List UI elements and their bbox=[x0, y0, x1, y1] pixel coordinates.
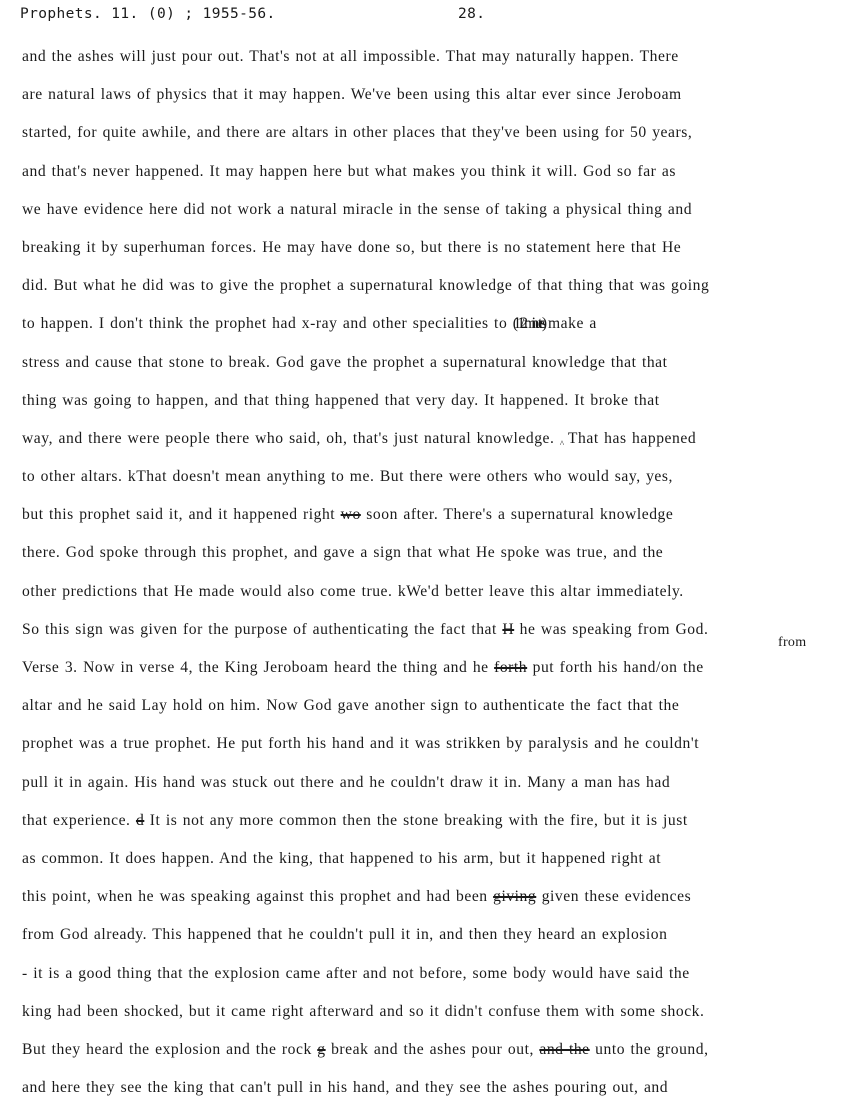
text-line-1 bbox=[22, 38, 844, 76]
line-text: other predictions that He made would also come true. kWe'd better leave this altar immediately. bbox=[22, 582, 684, 600]
struck-text: g bbox=[317, 1040, 326, 1058]
line-text: we have evidence here did not work a natural miracle in the sense of taking a physical thing and bbox=[22, 200, 693, 218]
struck-text: wo bbox=[340, 506, 361, 524]
line-text: he was speaking from God. bbox=[514, 620, 709, 638]
line-text: there. God spoke through this prophet, and gave a sign that what He spoke was true, and the bbox=[22, 544, 664, 562]
text-line-15 bbox=[22, 573, 844, 611]
line-text: It is not any more common then the stone breaking with the fire, but it is just bbox=[144, 811, 688, 829]
text-line-16 bbox=[22, 611, 844, 649]
text-line-10 bbox=[22, 382, 844, 420]
struck-text: H bbox=[502, 620, 515, 638]
line-text: to other altars. kThat doesn't mean anything to me. But there were others who would say, yes, bbox=[22, 468, 673, 486]
text-line-9 bbox=[22, 344, 844, 382]
line-text: started, for quite awhile, and there are altars in other places that they've been using for 50 years, bbox=[22, 124, 693, 142]
struck-text: and the bbox=[539, 1040, 590, 1058]
line-text: That has happened bbox=[567, 429, 697, 447]
text-line-22 bbox=[22, 840, 844, 878]
line-text: way, and there were people there who said, oh, that's just natural knowledge. bbox=[22, 429, 560, 447]
text-line-27 bbox=[22, 1031, 844, 1069]
insertion-caret: ^ bbox=[559, 438, 565, 449]
line-text: are natural laws of physics that it may happen. We've been using this altar ever since Jeroboam bbox=[22, 86, 682, 104]
line-text: thing was going to happen, and that thing happened that very day. It happened. It broke that bbox=[22, 391, 660, 409]
line-text: But they heard the explosion and the rock bbox=[22, 1040, 318, 1058]
text-line-19 bbox=[22, 725, 844, 763]
text-line-8 bbox=[22, 305, 844, 343]
text-line-21 bbox=[22, 802, 844, 840]
page-number: 28. bbox=[458, 6, 486, 22]
line-text: soon after. There's a supernatural knowledge bbox=[360, 506, 674, 524]
text-line-23 bbox=[22, 878, 844, 916]
header-title: Prophets. 11. (0) ; 1955-56. bbox=[20, 6, 276, 22]
line-text: altar and he said Lay hold on him. Now God gave another sign to authenticate the fact that the bbox=[22, 697, 680, 715]
text-line-12 bbox=[22, 458, 844, 496]
line-text: prophet was a true prophet. He put forth his hand and it was strikken by paralysis and he couldn't bbox=[22, 735, 700, 753]
text-line-17 bbox=[22, 635, 844, 687]
struck-text: d bbox=[135, 811, 145, 829]
text-line-11 bbox=[22, 420, 844, 458]
text-line-13 bbox=[22, 496, 844, 534]
line-text: make a bbox=[547, 315, 597, 333]
text-line-20 bbox=[22, 764, 844, 802]
text-line-3 bbox=[22, 114, 844, 152]
line-text: Verse 3. Now in verse 4, the King Jeroboam heard the thing and he bbox=[22, 659, 495, 676]
text-line-5 bbox=[22, 191, 844, 229]
struck-text: giving bbox=[493, 888, 537, 906]
text-line-4 bbox=[22, 153, 844, 191]
line-text: from God already. This happened that he couldn't pull it in, and then they heard an explosion bbox=[22, 926, 668, 944]
text-line-18 bbox=[22, 687, 844, 725]
line-text: unto the ground, bbox=[589, 1040, 709, 1058]
line-text: that experience. bbox=[22, 811, 136, 829]
line-text: as common. It does happen. And the king, that happened to his arm, but it happened right at bbox=[22, 849, 662, 867]
text-line-2 bbox=[22, 76, 844, 114]
line-text: put forth his hand/on the bbox=[527, 659, 704, 676]
text-line-24 bbox=[22, 916, 844, 954]
page-header bbox=[20, 6, 833, 28]
line-text: and that's never happened. It may happen here but what makes you think it will. God so far as bbox=[22, 162, 676, 180]
line-text: - it is a good thing that the explosion came after and not before, some body would have said the bbox=[22, 964, 690, 982]
line-text: king had been shocked, but it came right afterward and so it didn't confuse them with some shock. bbox=[22, 1002, 705, 1020]
interlinear-insertion: from bbox=[778, 635, 807, 650]
line-text: breaking it by superhuman forces. He may have done so, but there is no statement here that He bbox=[22, 238, 682, 256]
line-text: did. But what he did was to give the prophet a supernatural knowledge of that thing that was going bbox=[22, 277, 710, 295]
line-text: this point, when he was speaking against this prophet and had been bbox=[22, 888, 494, 906]
line-text: to happen. I don't think the prophet had x-ray and other specialities to bbox=[22, 315, 513, 333]
line-text: So this sign was given for the purpose of authenticating the fact that bbox=[22, 620, 503, 638]
line-text: stress and cause that stone to break. God gave the prophet a supernatural knowledge that that bbox=[22, 353, 668, 371]
text-line-6 bbox=[22, 229, 844, 267]
line-text: pull it in again. His hand was stuck out there and he couldn't draw it in. Many a man has had bbox=[22, 773, 671, 791]
text-line-7 bbox=[22, 267, 844, 305]
line-text: given these evidences bbox=[536, 888, 692, 906]
struck-text: forth bbox=[494, 659, 528, 676]
line-text: and here they see the king that can't pull in his hand, and they see the ashes pouring out, and bbox=[22, 1079, 669, 1097]
text-line-28 bbox=[22, 1069, 844, 1107]
line-text: but this prophet said it, and it happened right bbox=[22, 506, 341, 524]
text-line-14 bbox=[22, 534, 844, 572]
text-line-26 bbox=[22, 993, 844, 1031]
line-text: break and the ashes pour out, bbox=[325, 1040, 540, 1058]
document-body bbox=[22, 38, 844, 1107]
line-text: and the ashes will just pour out. That's not at all impossible. That may naturally happen. There bbox=[22, 48, 679, 65]
text-line-25 bbox=[22, 955, 844, 993]
overstruck-text: (1 1/2 minutes) bbox=[512, 315, 543, 333]
